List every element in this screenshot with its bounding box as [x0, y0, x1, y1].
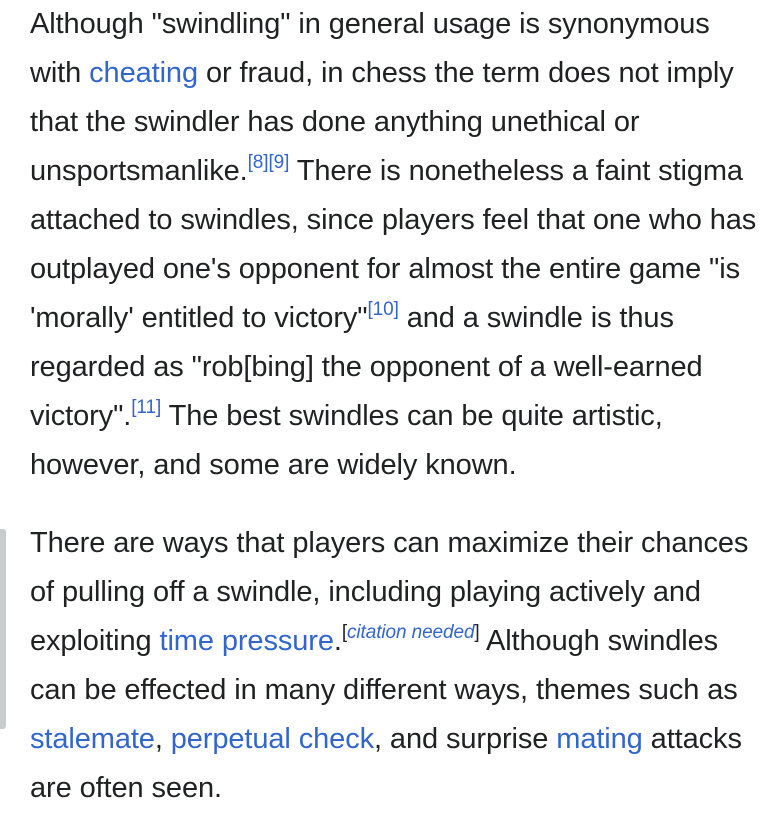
text-segment: The best swindles can be quite artistic, however, and some are widely known.: [30, 400, 663, 481]
citation-link-8[interactable]: [8]: [247, 152, 269, 173]
link-mating[interactable]: mating: [556, 723, 643, 755]
text-segment: Although swindles can be effected in many different ways, themes such as: [30, 625, 738, 706]
link-perpetual-check[interactable]: perpetual check: [170, 723, 374, 755]
citation-link-10[interactable]: [10]: [367, 299, 399, 320]
citation-link-9[interactable]: [9]: [268, 152, 290, 173]
citation-ref-9[interactable]: [268, 152, 289, 173]
text-segment: There are ways that players can maximize their chances of pulling off a swindle, including playing actively and exploiting: [30, 527, 749, 657]
citation-needed-tag[interactable]: [342, 622, 480, 643]
text-segment: There is nonetheless a faint stigma attached to swindles, since players feel that one who has outplayed one's opponent for almost the entire game "is 'morally' entitled to victory": [30, 155, 757, 334]
citation-needed-link[interactable]: citation needed: [347, 622, 475, 643]
citation-link-11[interactable]: [11]: [131, 397, 162, 418]
text-segment: .: [333, 625, 342, 657]
text-segment: , and surprise: [374, 723, 557, 755]
paragraph-swindle-techniques: [30, 519, 760, 813]
citation-ref-10[interactable]: [367, 299, 398, 320]
text-segment: ,: [154, 723, 171, 755]
link-stalemate[interactable]: stalemate: [30, 723, 155, 755]
citation-ref-11[interactable]: [131, 397, 161, 418]
text-segment: and a swindle is thus regarded as "rob[bing] the opponent of a well-earned victory".: [30, 302, 703, 432]
paragraph-swindling-ethics: [30, 0, 760, 490]
link-time-pressure[interactable]: time pressure: [159, 625, 334, 657]
text-segment: or fraud, in chess the term does not imply that the swindler has done anything unethical or unsportsmanlike.: [30, 57, 734, 187]
link-cheating[interactable]: cheating: [89, 57, 198, 89]
text-segment: attacks are often seen.: [30, 723, 742, 804]
scroll-indicator[interactable]: [0, 529, 6, 729]
citation-ref-8[interactable]: [248, 152, 269, 173]
article-content: [30, 0, 760, 813]
text-segment: Although "swindling" in general usage is synonymous with: [30, 8, 710, 89]
citation-needed-open-bracket: [: [341, 622, 348, 643]
citation-needed-close-bracket: ]: [474, 622, 480, 643]
